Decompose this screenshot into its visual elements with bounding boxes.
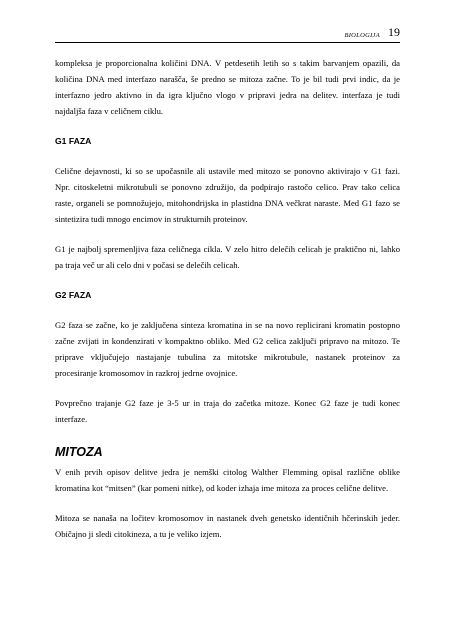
page-number: 19 [388, 25, 400, 39]
page-header [55, 20, 400, 43]
section-heading-g1: G1 FAZA [55, 136, 92, 146]
paragraph-interphase-intro: kompleksa je proporcionalna količini DNA. V petdesetih letih so s takim barvanjem opazili, da količina DNA med interfazo narašča, še predno se mitoza začne. To je bil tudi prvi indic, da je interfazno jedro aktivno in da igra ključno vlogo v pripravi jedra na delitev. interfaza je tudi najdaljša faza v celičnem ciklu. [55, 58, 400, 116]
paragraph-g1-activities: Celične dejavnosti, ki so se upočasnile ali ustavile med mitozo se ponovno aktivirajo v G1 fazi. Npr. citoskeletni mikrotubuli se ponovno združijo, da podpirajo rastočo celico. Prav tako celica raste, organeli se pomnožujejo, mitohondrijska in plastidna DNA večkrat naraste. Med G1 fazo se sintetizira tudi mnogo encimov in strukturnih proteinov. [55, 166, 400, 224]
paragraph-g1-variability: G1 je najbolj spremenljiva faza celičnega cikla. V zelo hitro delečih celicah je praktično ni, lahko pa traja več ur ali celo dni v počasi se delečih celicah. [55, 244, 400, 270]
paragraph-mitoza-history: V enih prvih opisov delitve jedra je nemški citolog Walther Flemming opisal različne oblike kromatina kot “mitsen” (kar pomeni nitke), od koder izhaja ime mitoza za proces celične delitve. [55, 467, 400, 493]
paragraph-mitoza-definition: Mitoza se nanaša na ločitev kromosomov in nastanek dveh genetsko identičnih hčerinskih jeder. Običajno ji sledi citokineza, a tu je veliko izjem. [55, 513, 400, 539]
page-content [55, 55, 400, 542]
section-heading-g2: G2 FAZA [55, 290, 92, 300]
chapter-heading-mitoza: MITOZA [55, 445, 103, 459]
paragraph-g2-duration: Povprečno trajanje G2 faze je 3-5 ur in traja do začetka mitoze. Konec G2 faze je tudi konec interfaze. [55, 398, 400, 424]
paragraph-g2-start: G2 faza se začne, ko je zaključena sinteza kromatina in se na novo replicirani kromatin postopno začne zvijati in kondenzirati v kompaktno obliko. Med G2 celica zaključi pripravo na mitozo. Te priprave vključujejo nastajanje tubulina za mitotske mikrotubule, nastanek proteinov za procesiranje kromosomov in razkroj jedrne ovojnice. [55, 320, 400, 378]
header-subject: BIOLOGIJA [344, 32, 380, 39]
